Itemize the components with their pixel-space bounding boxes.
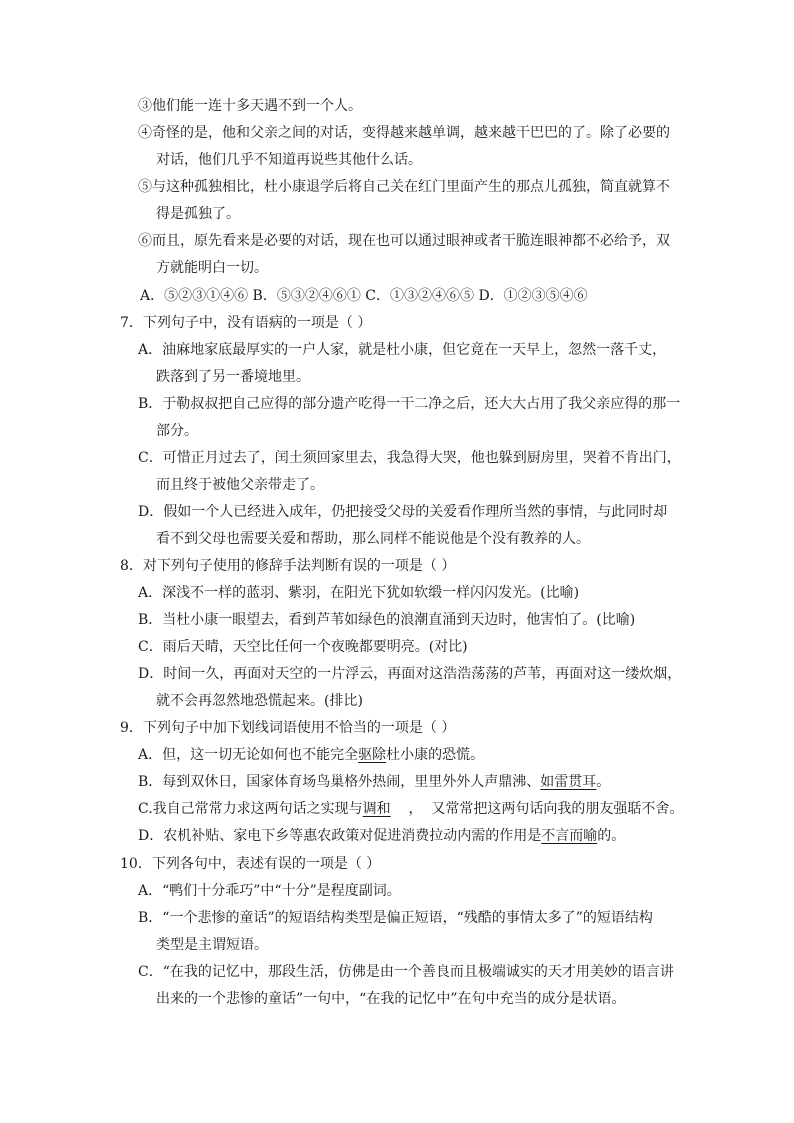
question-7-stem: 7．下列句子中，没有语病的一项是（ ）	[120, 315, 372, 331]
option-5-line-1: ⑤与这种孤独相比，杜小康退学后将自己关在红门里面产生的那点儿孤独，简直就算不	[138, 179, 670, 195]
question-9-option-d	[138, 826, 625, 846]
question-6-choices: A．⑤②③①④⑥ B．⑤③②④⑥① C．①③②④⑥⑤ D．①②③⑤④⑥	[140, 288, 588, 304]
question-9-option-a	[138, 745, 484, 765]
option-4-line-1: ④奇怪的是，他和父亲之间的对话，变得越来越单调，越来越干巴巴的了。除了必要的	[138, 125, 670, 141]
question-8-option-a: A．深浅不一样的蓝羽、紫羽，在阳光下犹如软缎一样闪闪发光。(比喻)	[138, 585, 580, 601]
question-7-option-b-line-2: 部分。	[156, 423, 198, 439]
question-7-option-d-line-1: D．假如一个人已经进入成年，仍把接受父母的关爱看作理所当然的事情，与此同时却	[138, 504, 668, 520]
question-10-option-c-line-2: 出来的一个悲惨的童话”一句中，“在我的记忆中”在句中充当的成分是状语。	[156, 991, 626, 1007]
option-3-line: ③他们能一连十多天遇不到一个人。	[138, 98, 362, 114]
option-5-line-2: 得是孤独了。	[156, 206, 240, 222]
option-text: D．农机补贴、家电下乡等惠农政策对促进消费拉动内需的作用是	[138, 828, 542, 844]
option-6-line-2: 方就能明白一切。	[156, 260, 268, 276]
option-text: B．每到双休日，国家体育场鸟巢格外热闹，里里外外人声鼎沸、	[138, 774, 541, 790]
question-9-stem: 9．下列句子中加下划线词语使用不恰当的一项是（ ）	[120, 720, 456, 736]
option-text: A．但，这一切无论如何也不能完全	[138, 747, 359, 763]
option-6-line-1: ⑥而且，原先看来是必要的对话，现在也可以通过眼神或者干脆连眼神都不必给予，双	[138, 233, 670, 249]
question-7-option-a-line-2: 跌落到了另一番境地里。	[156, 369, 310, 385]
option-text: ， 又常常把这两句话向我的朋友强聒不舍。	[390, 801, 684, 817]
option-text: 的。	[597, 828, 626, 844]
question-8-option-b: B．当杜小康一眼望去，看到芦苇如绿色的浪潮直涌到天边时，他害怕了。(比喻)	[138, 612, 636, 628]
option-4-line-2: 对话，他们几乎不知道再说些其他什么话。	[156, 152, 422, 168]
question-10-option-b-line-2: 类型是主谓短语。	[156, 937, 268, 953]
question-7-option-a-line-1: A．油麻地家底最厚实的一户人家，就是杜小康，但它竟在一天早上，忽然一落千丈，	[138, 342, 667, 358]
underlined-word: 不言而喻	[541, 828, 598, 844]
question-8-option-d-line-1: D．时间一久，再面对天空的一片浮云，再面对这浩浩荡荡的芦苇，再面对这一缕炊烟，	[138, 666, 682, 682]
question-9-option-c	[138, 799, 683, 819]
option-text: 杜小康的恐慌。	[386, 747, 485, 763]
question-10-stem: 10．下列各句中，表述有误的一项是（ ）	[120, 856, 381, 872]
underlined-word: 驱除	[358, 747, 387, 763]
question-10-option-b-line-1: B．“一个悲惨的童话”的短语结构类型是偏正短语，“残酷的事情太多了”的短语结构	[138, 910, 653, 926]
question-10-option-c-line-1: C．“在我的记忆中，那段生活，仿佛是由一个善良而且极端诚实的天才用美妙的语言讲	[138, 964, 674, 980]
question-7-option-b-line-1: B．于勒叔叔把自己应得的部分遗产吃得一干二净之后，还大大占用了我父亲应得的那一	[138, 396, 681, 412]
question-10-option-a: A．“鸭们十分乖巧”中“十分”是程度副词。	[138, 883, 401, 899]
question-8-option-c: C．雨后天晴，天空比任何一个夜晚都要明亮。(对比)	[138, 639, 468, 655]
option-text: C.我自己常常力求这两句话之实现与	[138, 801, 363, 817]
underlined-word: 调和	[362, 801, 391, 817]
underlined-word: 如雷贯耳	[540, 774, 597, 790]
question-7-option-d-line-2: 看不到父母也需要关爱和帮助，那么同样不能说他是个没有教养的人。	[156, 531, 590, 547]
question-9-option-b	[138, 772, 610, 792]
question-7-option-c-line-1: C．可惜正月过去了，闰土须回家里去，我急得大哭，他也躲到厨房里，哭着不肯出门，	[138, 450, 681, 466]
option-text: 。	[596, 774, 611, 790]
question-8-stem: 8．对下列句子使用的修辞手法判断有误的一项是（ ）	[120, 558, 456, 574]
question-8-option-d-line-2: 就不会再忽然地恐慌起来。(排比)	[156, 693, 363, 709]
question-7-option-c-line-2: 而且终于被他父亲带走了。	[156, 477, 324, 493]
